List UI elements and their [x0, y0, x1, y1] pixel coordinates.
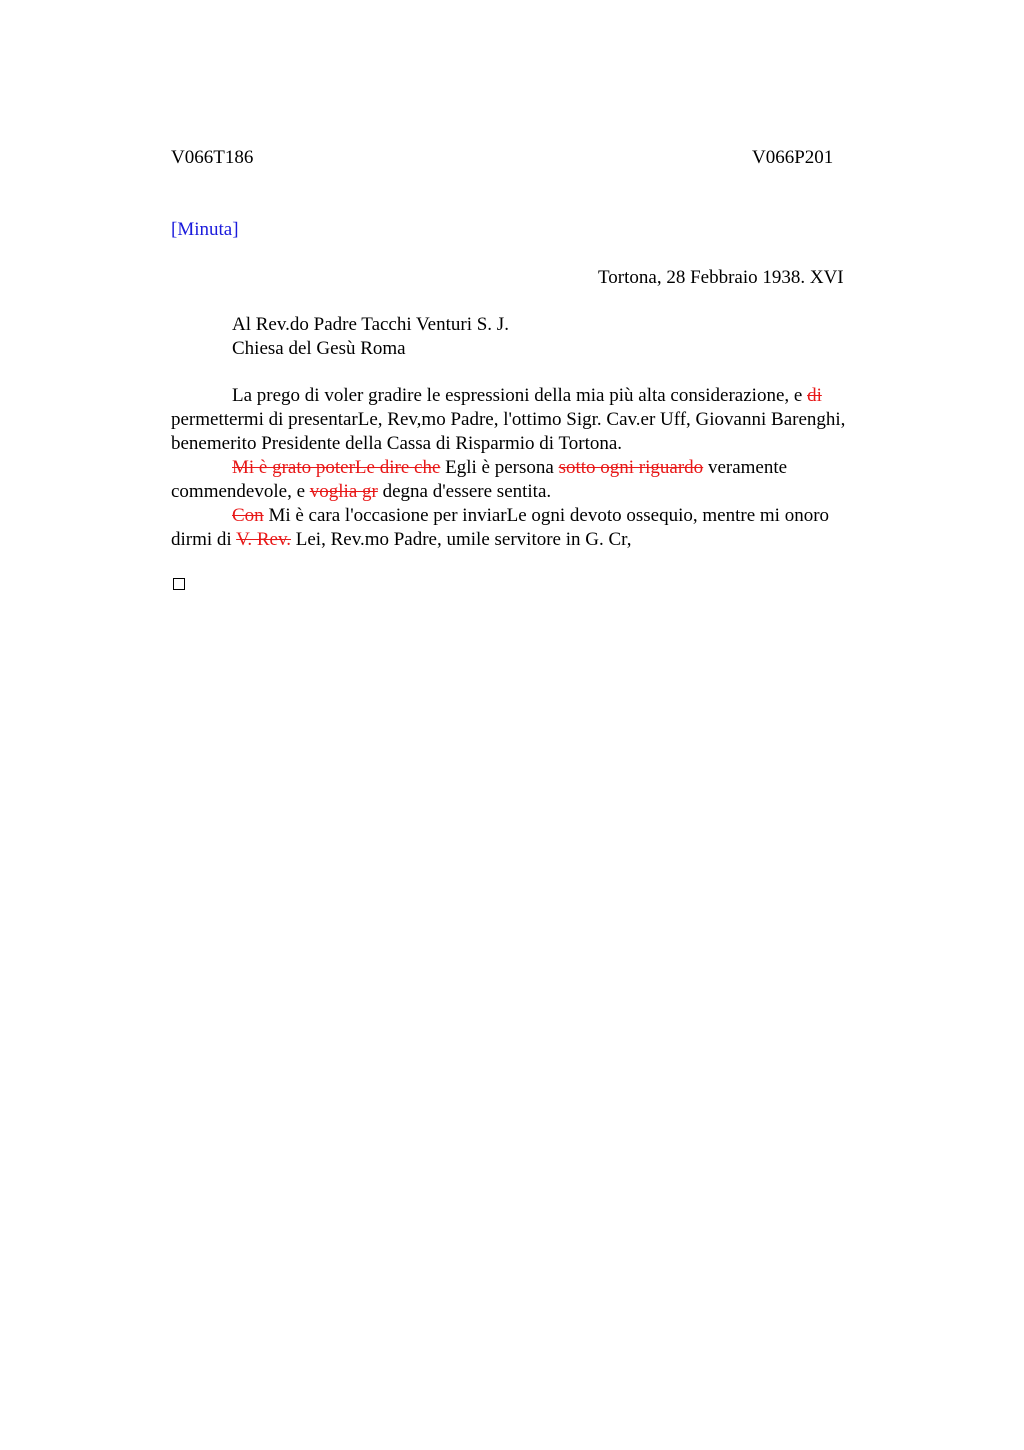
checkbox-marker-icon — [173, 578, 185, 590]
p3-line2-text-b: Lei, Rev.mo Padre, umile servitore in G. Cr, — [291, 529, 632, 550]
draft-label: [Minuta] — [171, 219, 239, 240]
p2-line2-text-a: commendevole, e — [171, 481, 310, 502]
p3-line2-text-a: dirmi di — [171, 529, 237, 550]
p1-line3-text: benemerito Presidente della Cassa di Risparmio di Tortona. — [171, 433, 623, 454]
p2-line1-text-b: veramente — [703, 457, 788, 478]
p2-line1-text-a: Egli è persona — [440, 457, 559, 478]
document-reference-left: V066T186 — [171, 147, 254, 168]
p2-deleted-phrase-2: sotto ogni riguardo — [558, 457, 704, 478]
paragraph-3 — [171, 504, 916, 552]
p1-line1-text: La prego di voler gradire le espressioni della mia più alta considerazione, e — [232, 385, 808, 406]
p3-deleted-word: Con — [232, 505, 264, 526]
p1-line2-text: permettermi di presentarLe, Rev,mo Padre, l'ottimo Sigr. Cav.er Uff, Giovanni Barenghi, — [171, 409, 846, 430]
paragraph-2 — [171, 456, 916, 504]
p2-deleted-phrase-3: voglia gr — [309, 481, 378, 502]
document-reference-right: V066P201 — [752, 147, 834, 168]
p3-deleted-phrase: V. Rev. — [236, 529, 292, 550]
address-line-1: Al Rev.do Padre Tacchi Venturi S. J. — [232, 314, 509, 335]
paragraph-1 — [171, 384, 916, 456]
place-date-line: Tortona, 28 Febbraio 1938. XVI — [598, 267, 844, 288]
p1-deleted-word: di — [807, 385, 822, 406]
address-line-2: Chiesa del Gesù Roma — [232, 338, 406, 359]
p3-line1-text: Mi è cara l'occasione per inviarLe ogni devoto ossequio, mentre mi onoro — [263, 505, 830, 526]
recipient-address — [232, 313, 509, 361]
p2-line2-text-b: degna d'essere sentita. — [377, 481, 552, 502]
p2-deleted-phrase-1: Mi è grato poterLe dire che — [232, 457, 441, 478]
letter-body — [171, 384, 916, 552]
